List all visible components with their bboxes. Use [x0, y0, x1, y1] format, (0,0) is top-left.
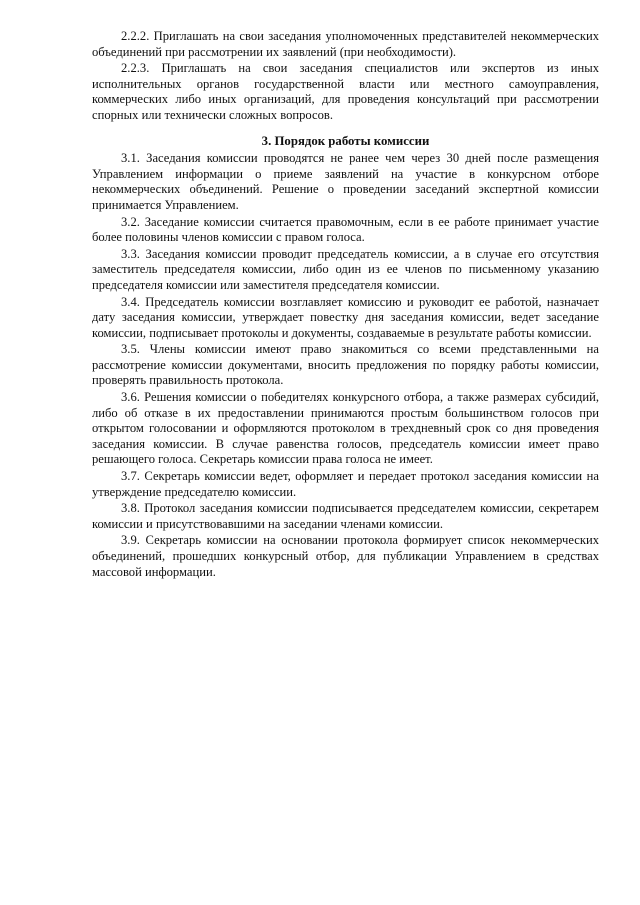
paragraph-2-2-2: 2.2.2. Приглашать на свои заседания уполномоченных представителей некоммерческих объединений при рассмотрении их заявлений (при необходимости).	[92, 29, 599, 59]
paragraph-3-3: 3.3. Заседания комиссии проводит председатель комиссии, а в случае его отсутствия заместитель председателя комиссии, либо один из ее членов по письменному указанию председателя комиссии или заместителя председателя комиссии.	[92, 246, 599, 292]
paragraph-3-7: 3.7. Секретарь комиссии ведет, оформляет и передает протокол заседания комиссии на утверждение председателю комиссии.	[92, 469, 599, 499]
document-body	[92, 29, 599, 581]
paragraph-2-2-3: 2.2.3. Приглашать на свои заседания специалистов или экспертов из иных исполнительных органов государственной власти или местного самоуправления, коммерческих либо иных организаций, для проведения консультаций при рассмотрении спорных или технически сложных вопросов.	[92, 61, 599, 122]
paragraph-3-1: 3.1. Заседания комиссии проводятся не ранее чем через 30 дней после размещения Управлением информации о приеме заявлений на участие в конкурсном отборе некоммерческих объединений. Решение о проведении заседаний экспертной комиссии принимается Управлением.	[92, 151, 599, 212]
paragraph-3-9: 3.9. Секретарь комиссии на основании протокола формирует список некоммерческих объединений, прошедших конкурсный отбор, для публикации Управлением в средствах массовой информации.	[92, 533, 599, 579]
section-title: 3. Порядок работы комиссии	[261, 133, 430, 148]
paragraph-3-2: 3.2. Заседание комиссии считается правомочным, если в ее работе принимает участие более половины членов комиссии с правом голоса.	[92, 214, 599, 245]
paragraph-3-4: 3.4. Председатель комиссии возглавляет комиссию и руководит ее работой, назначает дату заседания комиссии, утверждает повестку дня заседания комиссии, ведет заседание комиссии, подписывает протоколы и документы, создаваемые в результате работы комиссии.	[92, 294, 599, 340]
paragraph-3-5: 3.5. Члены комиссии имеют право знакомиться со всеми представленными на рассмотрение комиссии документами, вносить предложения по порядку работы комиссии, проверять правильность протокола.	[92, 342, 599, 388]
paragraph-3-8: 3.8. Протокол заседания комиссии подписывается председателем комиссии, секретарем комиссии и присутствовавшими на заседании членами комиссии.	[92, 501, 599, 531]
paragraph-3-6: 3.6. Решения комиссии о победителях конкурсного отбора, а также размерах субсидий, либо об отказе в их предоставлении принимаются простым большинством голосов при открытом голосовании и оформляются протоколом в трехдневный срок со дня проведения заседания комиссии. В случае равенства голосов, председатель комиссии имеет право решающего голоса. Секретарь комиссии права голоса не имеет.	[92, 390, 599, 467]
